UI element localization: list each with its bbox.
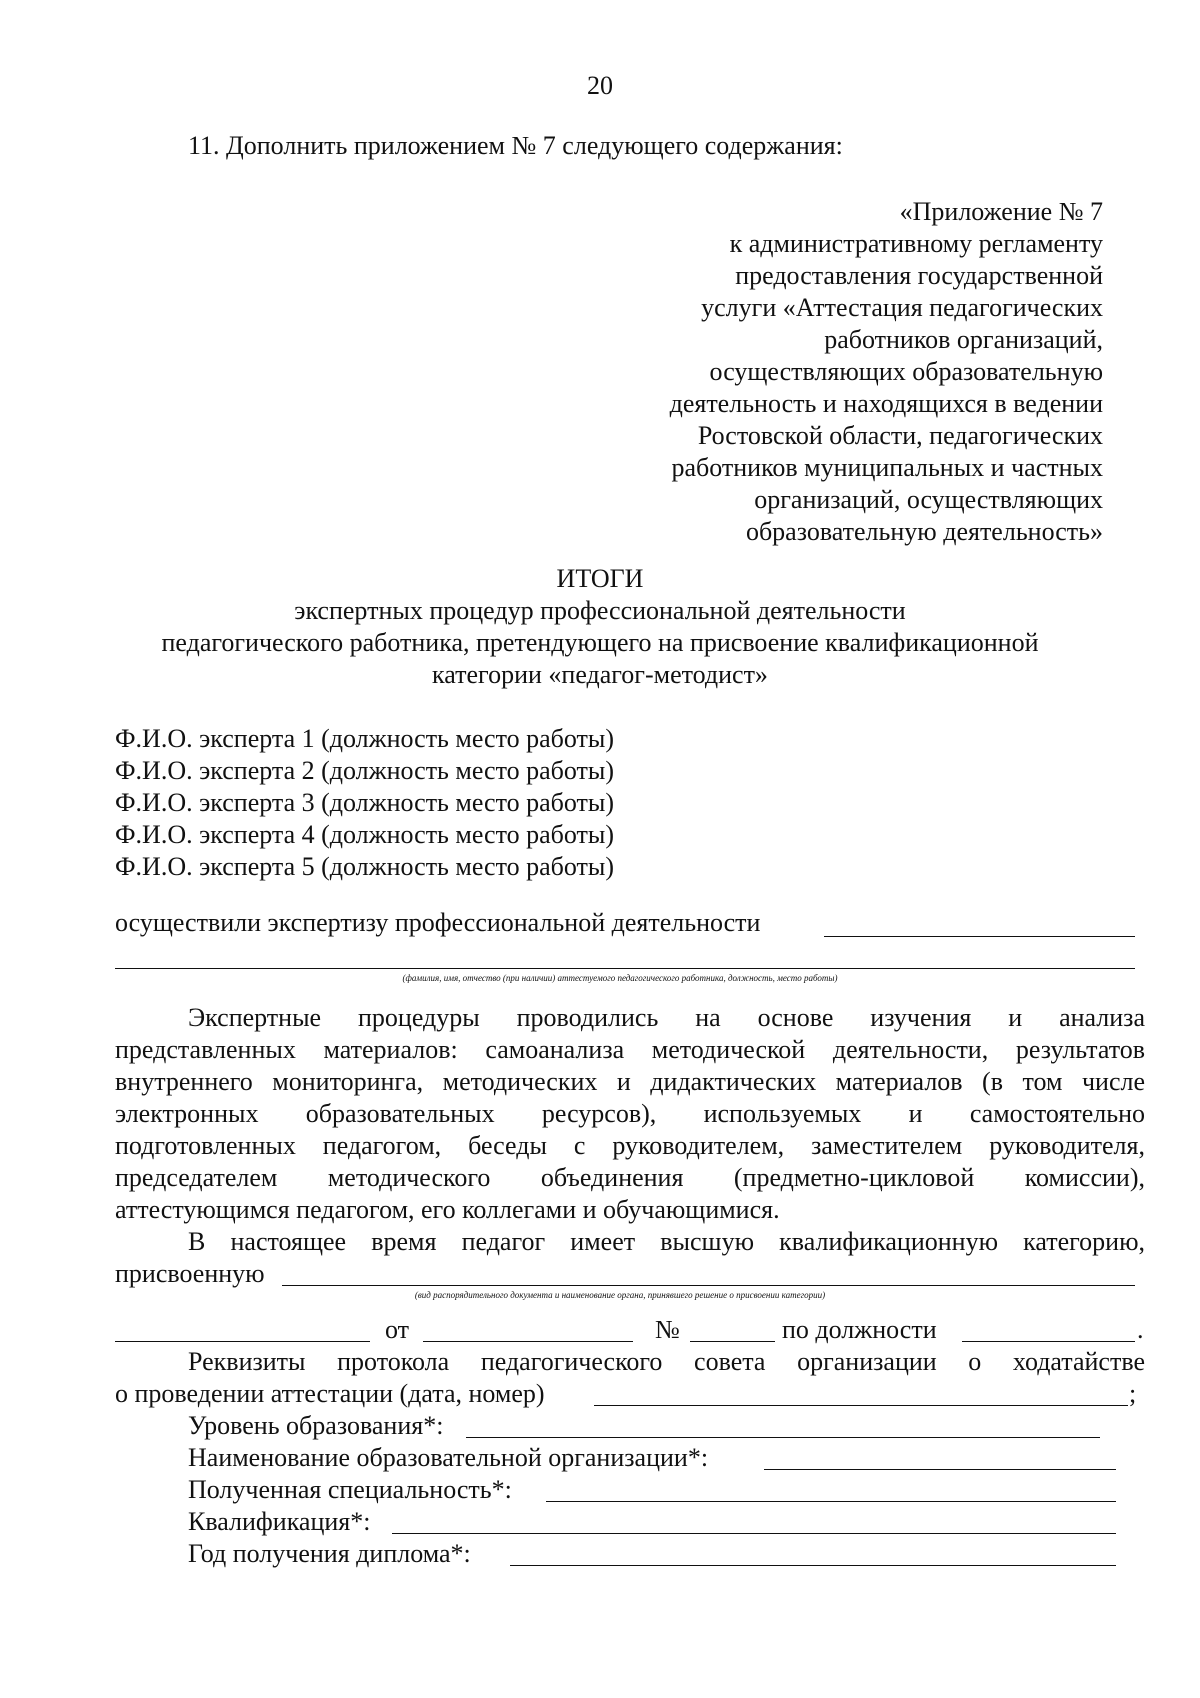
position-blank[interactable] [962, 1341, 1135, 1342]
subtitle-line: педагогического работника, претендующего на присвоение квалификационной [161, 628, 1039, 657]
expert-line: Ф.И.О. эксперта 5 (должность место работы) [115, 852, 615, 881]
appendix-header-line: услуги «Аттестация педагогических [701, 293, 1103, 322]
appendix-header-line: осуществляющих образовательную [709, 357, 1103, 386]
protocol-line: о проведении аттестации (дата, номер) [115, 1379, 545, 1408]
protocol-line: Реквизиты протокола педагогического совета организации о ходатайстве [188, 1347, 1145, 1376]
education-level-blank[interactable] [466, 1437, 1100, 1438]
protocol-blank[interactable] [594, 1405, 1128, 1406]
appendix-header-line: работников организаций, [824, 325, 1103, 354]
expert-line: Ф.И.О. эксперта 3 (должность место работы) [115, 788, 615, 817]
appendix-header-line: предоставления государственной [735, 261, 1103, 290]
qualification-blank[interactable] [392, 1533, 1116, 1534]
position-label: по должности [782, 1315, 937, 1344]
specialty-blank[interactable] [546, 1501, 1116, 1502]
institution-blank[interactable] [764, 1469, 1116, 1470]
institution-label: Наименование образовательной организации*: [188, 1443, 709, 1472]
appendix-header-line: работников муниципальных и частных [671, 453, 1103, 482]
expert-line: Ф.И.О. эксперта 4 (должность место работы) [115, 820, 615, 849]
examinee-blank-line2[interactable] [115, 968, 1135, 969]
period-mark: . [1137, 1315, 1144, 1344]
document-title: ИТОГИ [556, 564, 644, 593]
assigned-hint: (вид распорядительного документа и наименование органа, принявшего решение о присвоении категории) [414, 1290, 826, 1300]
appendix-header-line: «Приложение № 7 [899, 197, 1103, 226]
appendix-header-line: к административному регламенту [729, 229, 1103, 258]
category-line: В настоящее время педагог имеет высшую квалификационную категорию, [188, 1227, 1145, 1256]
semicolon-mark: ; [1129, 1379, 1137, 1408]
paragraph-line: председателем методического объединения (предметно-цикловой комиссии), [115, 1163, 1145, 1192]
appendix-header-line: деятельность и находящихся в ведении [669, 389, 1103, 418]
appendix-header-line: Ростовской области, педагогических [697, 421, 1103, 450]
assigned-label: присвоенную [115, 1259, 265, 1288]
qualification-label: Квалификация*: [188, 1507, 371, 1536]
paragraph-line: подготовленных педагогом, беседы с руководителем, заместителем руководителя, [115, 1131, 1145, 1160]
diploma-year-blank[interactable] [510, 1565, 1116, 1566]
number-label: № [655, 1315, 680, 1344]
document-blank[interactable] [115, 1341, 370, 1342]
specialty-label: Полученная специальность*: [188, 1475, 512, 1504]
education-level-label: Уровень образования*: [188, 1411, 444, 1440]
subtitle-line: экспертных процедур профессиональной деятельности [294, 596, 906, 625]
page-number: 20 [587, 71, 613, 100]
paragraph-line: Экспертные процедуры проводились на основе изучения и анализа [188, 1003, 1145, 1032]
appendix-header-line: образовательную деятельность» [745, 517, 1103, 546]
examinee-hint: (фамилия, имя, отчество (при наличии) аттестуемого педагогического работника, должность, место работы) [402, 973, 838, 983]
intro-paragraph: 11. Дополнить приложением № 7 следующего содержания: [188, 131, 843, 160]
expert-line: Ф.И.О. эксперта 2 (должность место работы) [115, 756, 615, 785]
assigned-blank[interactable] [282, 1285, 1135, 1286]
paragraph-line: представленных материалов: самоанализа методической деятельности, результатов [115, 1035, 1145, 1064]
expert-line: Ф.И.О. эксперта 1 (должность место работы) [115, 724, 615, 753]
paragraph-line: электронных образовательных ресурсов), используемых и самостоятельно [115, 1099, 1145, 1128]
diploma-year-label: Год получения диплома*: [188, 1539, 471, 1568]
paragraph-line: аттестующимся педагогом, его коллегами и обучающимися. [115, 1195, 780, 1224]
from-label: от [385, 1315, 410, 1344]
examinee-blank[interactable] [824, 936, 1135, 937]
performed-label: осуществили экспертизу профессиональной деятельности [115, 908, 761, 937]
paragraph-line: внутреннего мониторинга, методических и дидактических материалов (в том числе [115, 1067, 1145, 1096]
number-blank[interactable] [690, 1341, 775, 1342]
subtitle-line: категории «педагог-методист» [432, 660, 768, 689]
appendix-header-line: организаций, осуществляющих [754, 485, 1103, 514]
date-blank[interactable] [423, 1341, 633, 1342]
